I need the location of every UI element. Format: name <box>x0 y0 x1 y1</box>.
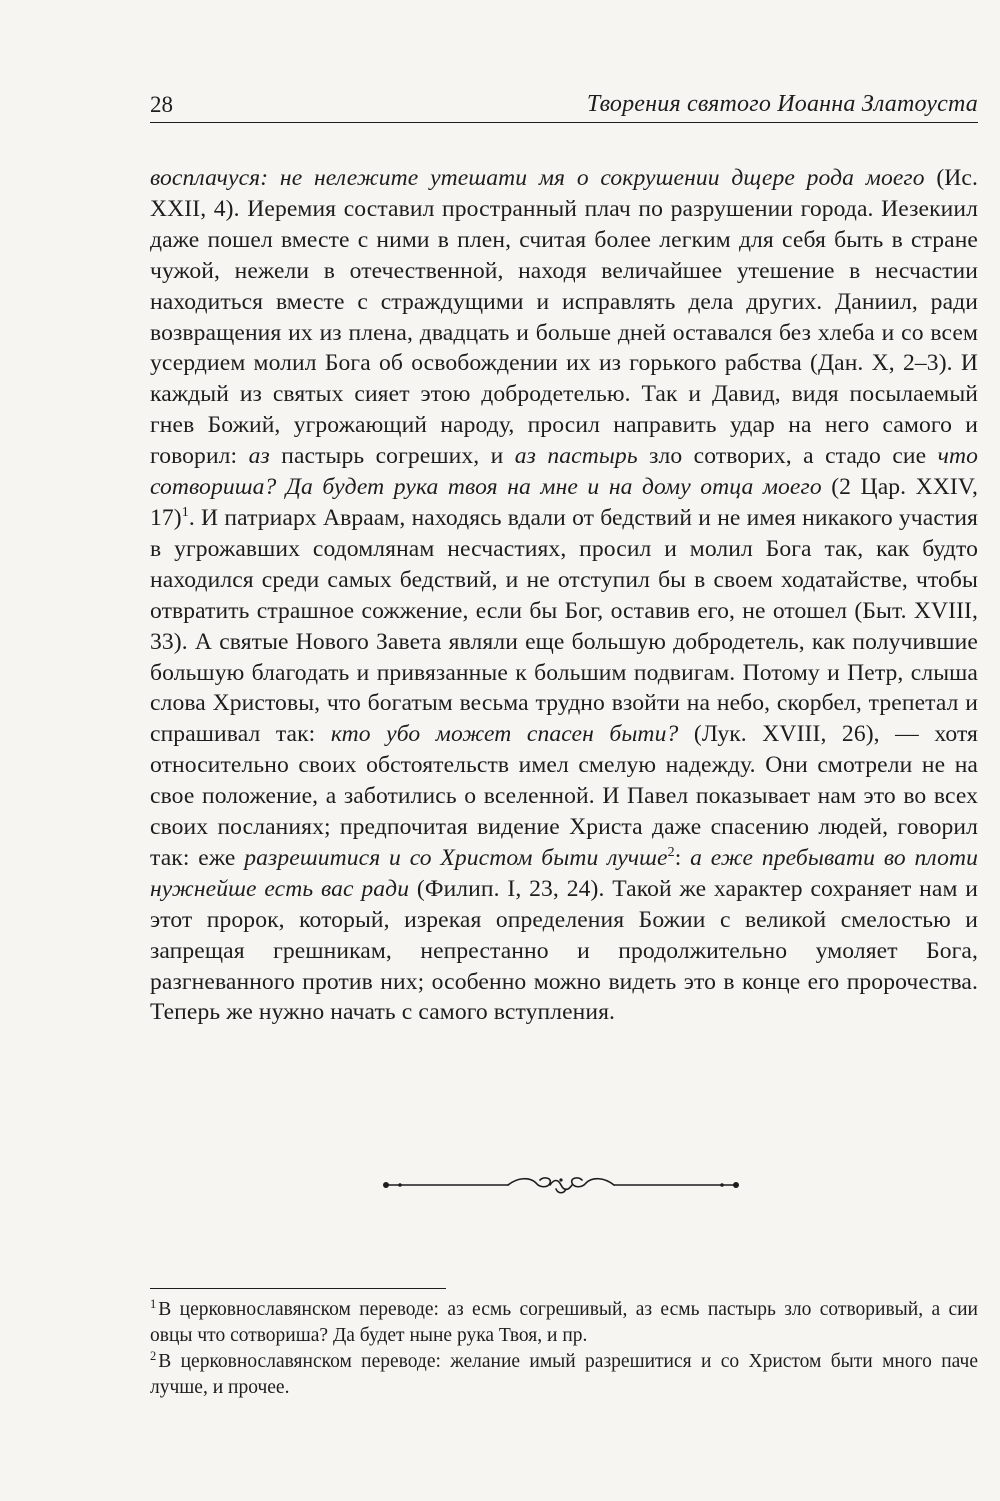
footnote-2 <box>150 1349 978 1401</box>
header-rule <box>150 122 978 123</box>
footnote-ref-1[interactable]: 1 <box>181 505 189 521</box>
paragraph <box>150 163 978 1028</box>
quote-paul-2: а еже пребывати во плоти нужнейше есть вас ради <box>150 844 979 902</box>
main-text <box>150 163 978 1028</box>
page-number: 28 <box>150 92 173 117</box>
text-segment: : <box>674 844 691 871</box>
text-segment: (2 Цар. XXIV, 17) <box>150 474 978 531</box>
text-segment: (Лук. XVIII, 26), — хотя относительно своих обстоятельств имел смелую надежду. Они смотрели не на свое положение, а заботились о вселенной. И Павел показывает нам это во всех своих посланиях; предпочитая видение Христа даже спасению людей, говорил так: еже <box>150 721 978 871</box>
footnote-rule <box>150 1288 446 1289</box>
quote-paul-1: разрешитися и со Христом быти лучше <box>244 844 668 871</box>
quote-peter: кто убо может спасен быти? <box>330 721 679 748</box>
page-header <box>150 82 978 122</box>
ornament-divider-icon <box>380 1170 742 1200</box>
footnote-1 <box>150 1297 978 1349</box>
quote-david: что сотвориша? Да будет рука твоя на мне и на дому отца моего <box>150 443 978 501</box>
text-segment: (Филип. I, 23, 24). Такой же характер сохраняет нам и этот пророк, который, изрекая определения Божии с великой смелостью и запрещая грешникам, непрестанно и продолжительно умоляет Бога, разгневанного против них; особенно можно видеть это в конце его пророчества. Теперь же нужно начать с самого вступления. <box>150 875 978 1026</box>
text-segment: пастырь согреших, и <box>269 443 515 470</box>
footnote-mark: 1 <box>150 1296 157 1311</box>
quote-az: аз <box>248 443 270 470</box>
quote-az-pastyr: аз пастырь <box>514 443 638 470</box>
footnote-mark: 2 <box>150 1348 157 1363</box>
footnotes <box>150 1297 978 1401</box>
text-segment: . И патриарх Авраам, находясь вдали от бедствий и не имея никакого участия в угрожавших содомлянам несчастиях, просил и молил Бога так, как будто находился среди самых бедствий, и не отступил бы в своем ходатайстве, чтобы отвратить страшное сожжение, если бы Бог, оставив его, не отошел (Быт. XVIII, 33). А святые Нового Завета являли еще большую добродетель, как получившие большую благодать и привязанные к большим подвигам. Потому и Петр, слыша слова Христовы, что богатым весьма трудно взойти на небо, скорбел, трепетал и спрашивал так: <box>150 504 978 748</box>
text-segment: зло сотворих, а стадо сие <box>637 443 938 470</box>
footnote-text: В церковнославянском переводе: аз есмь согрешивый, аз есмь пастырь зло сотворивый, а сии овцы что сотвориша? Да будет ныне рука Твоя, и пр. <box>150 1299 978 1346</box>
footnote-ref-2[interactable]: 2 <box>667 845 675 861</box>
text-segment: (Ис. XXII, 4). Иеремия составил пространный плач по разрушении города. Иезекиил даже пошел вместе с ними в плен, считая более легким для себя быть в стране чужой, нежели в отечественной, находя величайшее утешение в несчастии находиться вместе с страждущими и исправлять дела других. Даниил, ради возвращения их из плена, двадцать и больше дней оставался без хлеба и со всем усердием молил Бога об освобождении их из горького рабства (Дан. X, 2–3). И каждый из святых сияет этою добродетелью. Так и Давид, видя посылаемый гнев Божий, угрожающий народу, просил направить удар на него самого и говорил: <box>150 165 978 470</box>
footnote-text: В церковнославянском переводе: желание имый разрешитися и со Христом быти много паче лучше, и прочее. <box>150 1351 978 1398</box>
running-title: Творения святого Иоанна Златоуста <box>586 91 978 117</box>
quote-isaiah: восплачуся: не нележите утешати мя о сокрушении дщере рода моего <box>150 165 925 191</box>
